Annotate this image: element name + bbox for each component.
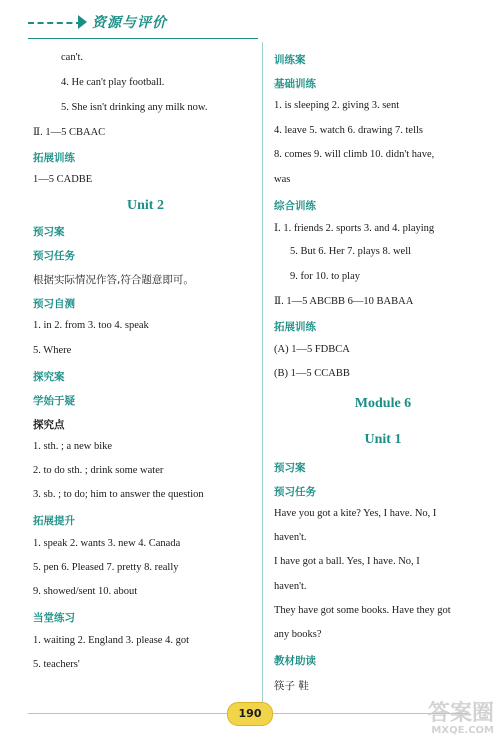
answer-line: 筷子 鞋 bbox=[274, 680, 309, 692]
answer-line: 1. sth. ; a new bike bbox=[33, 441, 113, 452]
section-heading: 训练案 bbox=[274, 54, 306, 66]
answer-line: 5. She isn't drinking any milk now. bbox=[61, 102, 208, 113]
section-heading: 基础训练 bbox=[274, 78, 316, 90]
section-heading: 预习案 bbox=[33, 226, 65, 238]
watermark-logo bbox=[428, 703, 494, 736]
section-heading: 预习任务 bbox=[274, 486, 316, 498]
subsection-heading: 探究点 bbox=[33, 419, 65, 431]
module-title: Module 6 bbox=[354, 396, 412, 411]
answer-line: I have got a ball. Yes, I have. No, I bbox=[274, 556, 420, 567]
watermark-sub: MXQE.COM bbox=[431, 725, 494, 736]
section-heading: 学始于疑 bbox=[33, 395, 75, 407]
header-arrow-icon bbox=[78, 15, 87, 29]
header-rule bbox=[28, 38, 258, 39]
answer-line: 4. leave 5. watch 6. drawing 7. tells bbox=[274, 125, 423, 136]
answer-line: was bbox=[274, 174, 291, 185]
answer-line: 1. is sleeping 2. giving 3. sent bbox=[274, 100, 400, 111]
answer-line: 4. He can't play football. bbox=[61, 77, 165, 88]
answer-line: any books? bbox=[274, 629, 322, 640]
answer-line: 2. to do sth. ; drink some water bbox=[33, 465, 164, 476]
answer-line: Ⅰ. 1. friends 2. sports 3. and 4. playing bbox=[274, 223, 435, 234]
answer-line: 1. waiting 2. England 3. please 4. got bbox=[33, 635, 190, 646]
answer-line: 5. teachers' bbox=[33, 659, 80, 670]
answer-line: Ⅱ. 1—5 ABCBB 6—10 BABAA bbox=[274, 296, 414, 307]
section-heading: 预习任务 bbox=[33, 250, 75, 262]
answer-line: (B) 1—5 CCABB bbox=[274, 368, 350, 379]
answer-line: can't. bbox=[61, 52, 84, 63]
answer-line: Have you got a kite? Yes, I have. No, I bbox=[274, 508, 437, 519]
answer-line: They have got some books. Have they got bbox=[274, 605, 451, 616]
answer-line: 1. speak 2. wants 3. new 4. Canada bbox=[33, 538, 181, 549]
section-heading: 探究案 bbox=[33, 371, 65, 383]
section-heading: 拓展训练 bbox=[33, 152, 75, 164]
section-heading: 预习案 bbox=[274, 462, 306, 474]
header-dashed-line bbox=[28, 22, 82, 24]
answer-line: 5. But 6. Her 7. plays 8. well bbox=[290, 246, 412, 257]
answer-line: Ⅱ. 1—5 CBAAC bbox=[33, 127, 106, 138]
page-number: 190 bbox=[227, 702, 273, 726]
answer-line: 1. in 2. from 3. too 4. speak bbox=[33, 320, 149, 331]
answer-line: 9. for 10. to play bbox=[290, 271, 360, 282]
unit-title: Unit 2 bbox=[127, 198, 164, 213]
header-title: 资源与评价 bbox=[92, 15, 167, 31]
answer-line: 8. comes 9. will climb 10. didn't have, bbox=[274, 149, 435, 160]
answer-line: haven't. bbox=[274, 532, 307, 543]
section-heading: 拓展训练 bbox=[274, 321, 316, 333]
section-heading: 拓展提升 bbox=[33, 515, 75, 527]
unit-title: Unit 1 bbox=[364, 432, 402, 447]
section-heading: 教材助读 bbox=[274, 655, 316, 667]
section-heading: 综合训练 bbox=[274, 200, 316, 212]
answer-line: 3. sb. ; to do; him to answer the question bbox=[33, 489, 204, 500]
answer-line: (A) 1—5 FDBCA bbox=[274, 344, 350, 355]
column-divider bbox=[262, 42, 263, 702]
answer-line: haven't. bbox=[274, 581, 307, 592]
answer-line: 5. pen 6. Pleased 7. pretty 8. really bbox=[33, 562, 179, 573]
watermark-main: 答案圈 bbox=[427, 701, 494, 726]
answer-line: 5. Where bbox=[33, 345, 72, 356]
section-heading: 预习自测 bbox=[33, 298, 75, 310]
section-heading: 当堂练习 bbox=[33, 612, 75, 624]
answer-line: 1—5 CADBE bbox=[33, 174, 93, 185]
answer-line: 9. showed/sent 10. about bbox=[33, 586, 138, 597]
answer-line: 根据实际情况作答,符合题意即可。 bbox=[33, 274, 194, 286]
